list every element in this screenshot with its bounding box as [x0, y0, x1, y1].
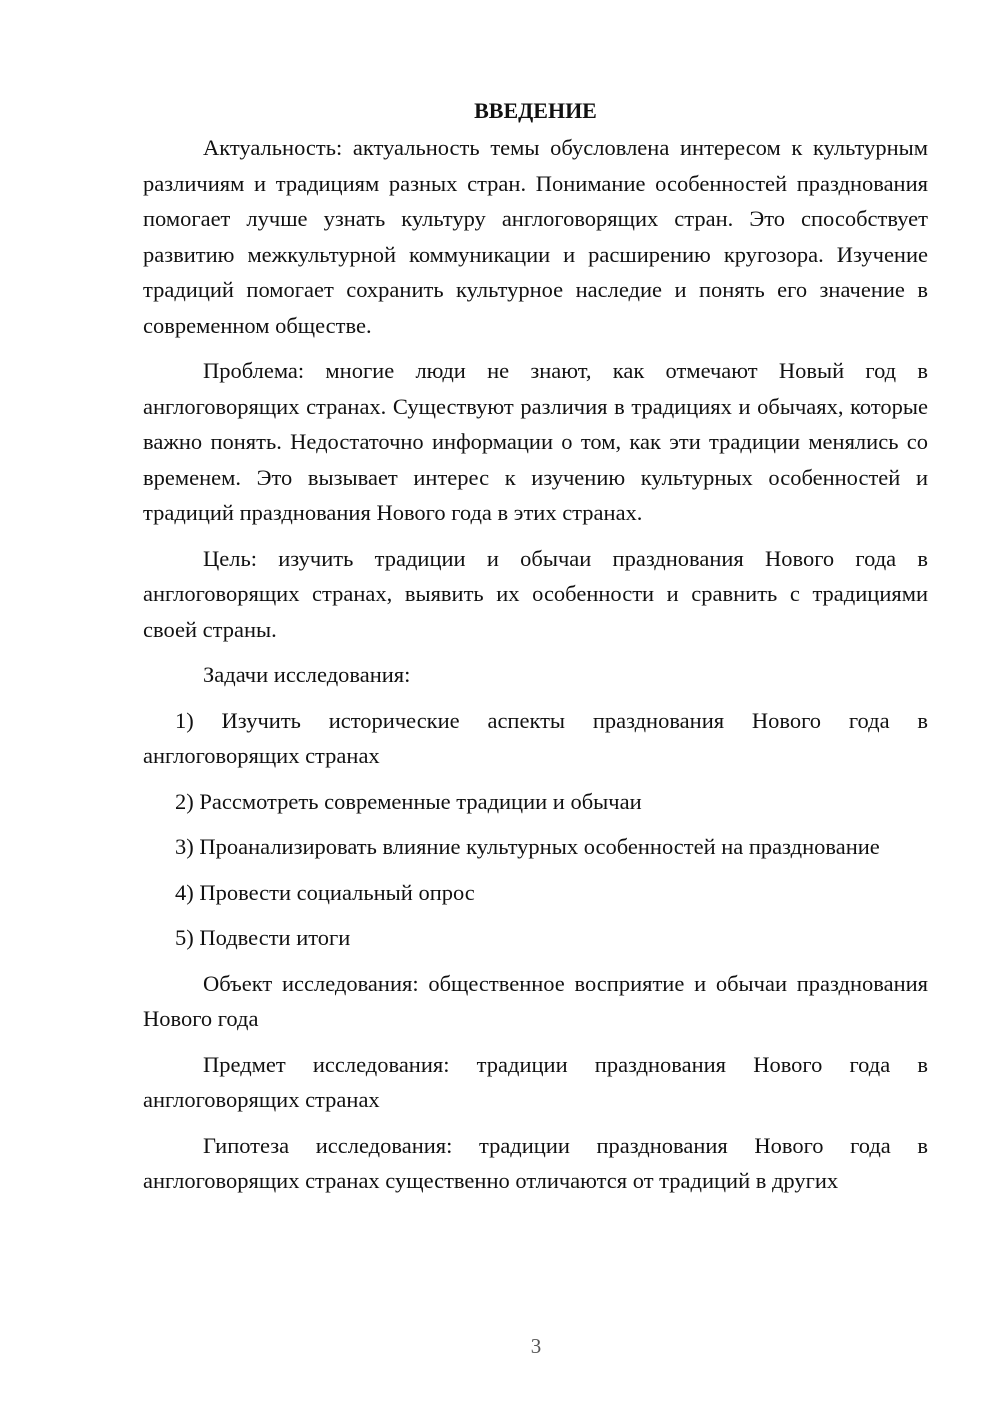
task-item-5: 5) Подвести итоги [175, 925, 351, 950]
page-content [143, 93, 928, 1209]
paragraph-hypothesis: Гипотеза исследования: традиции празднования Нового года в англоговорящих странах существенно отличаются от традиций в других [143, 1132, 928, 1193]
task-item-4: 4) Провести социальный опрос [175, 879, 475, 905]
paragraph-relevance: Актуальность: актуальность темы обусловлена интересом к культурным различиям и традициям разных стран. Понимание особенностей празднования помогает лучше узнать культуру англоговорящих стран. Это способствует развитию межкультурной коммуникации и расширению кругозора. Изучение традиций помогает сохранить культурное наследие и понять его значение в современном обществе. [143, 135, 928, 338]
task-item-2: 2) Рассмотреть современные традиции и обычаи [175, 788, 642, 814]
tasks-title: Задачи исследования: [203, 662, 411, 687]
page-number: 3 [530, 1334, 542, 1358]
task-item-1: 1) Изучить исторические аспекты празднования Нового года в англоговорящих странах [143, 707, 928, 768]
paragraph-problem: Проблема: многие люди не знают, как отмечают Новый год в англоговорящих странах. Существуют различия в традициях и обычаях, которые важно понять. Недостаточно информации о том, как эти традиции менялись со временем. Это вызывает интерес к изучению культурных особенностей и традиций празднования Нового года в этих странах. [143, 358, 928, 525]
paragraph-goal: Цель: изучить традиции и обычаи празднования Нового года в англоговорящих странах, выявить их особенности и сравнить с традициями своей страны. [143, 545, 928, 642]
paragraph-subject: Предмет исследования: традиции празднования Нового года в англоговорящих странах [143, 1051, 928, 1112]
paragraph-object: Объект исследования: общественное восприятие и обычаи празднования Нового года [143, 970, 928, 1031]
section-heading: ВВЕДЕНИЕ [474, 98, 597, 123]
task-item-3: 3) Проанализировать влияние культурных особенностей на празднование [175, 834, 880, 859]
